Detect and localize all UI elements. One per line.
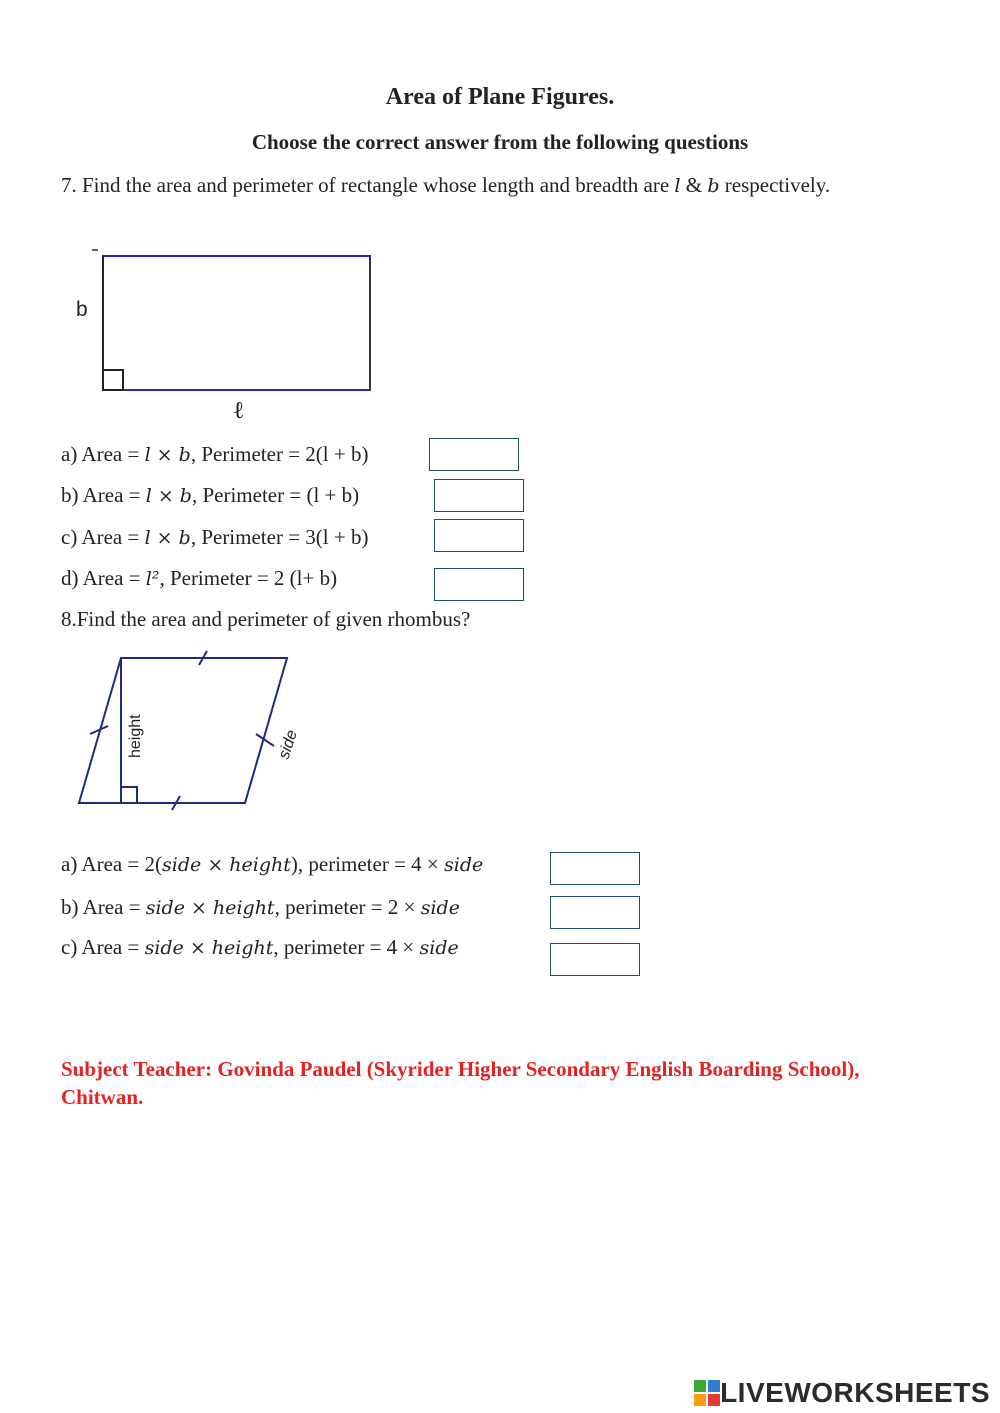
- option-perimeter: , Perimeter = 2(l + b): [190, 442, 369, 466]
- question-7-suffix: respectively.: [724, 173, 831, 197]
- option-perimeter: , Perimeter = 2 (l+ b): [159, 566, 338, 590]
- rhombus-shape: [79, 658, 287, 803]
- option-area: l × b: [144, 527, 191, 549]
- page-subtitle: Choose the correct answer from the following questions: [251, 130, 749, 154]
- option-side: side: [419, 937, 459, 959]
- right-angle-marker: [121, 787, 137, 803]
- q7-option-a: [61, 441, 368, 468]
- q7-option-c: [61, 524, 368, 551]
- option-area: l²: [145, 568, 160, 590]
- q7-answer-box-c[interactable]: [434, 519, 524, 552]
- question-7-text: 7. Find the area and perimeter of rectangle whose length and breadth are: [61, 173, 670, 197]
- q8-option-b: [61, 894, 460, 921]
- q7-answer-box-a[interactable]: [429, 438, 519, 471]
- option-perimeter: , Perimeter = (l + b): [191, 483, 360, 507]
- var-l: l: [674, 175, 681, 197]
- liveworksheets-logo[interactable]: [694, 1376, 990, 1410]
- option-area: side × height: [144, 937, 274, 959]
- rectangle-figure: [60, 240, 390, 430]
- option-perimeter: , perimeter = 2 ×: [274, 895, 416, 919]
- label-b: b: [76, 298, 88, 321]
- q8-option-a: [61, 851, 483, 878]
- option-side: side: [420, 897, 460, 919]
- q7-answer-box-b[interactable]: [434, 479, 524, 512]
- option-area: l × b: [144, 444, 191, 466]
- option-prefix: c) Area =: [61, 935, 140, 959]
- q8-answer-box-a[interactable]: [550, 852, 640, 885]
- label-height: height: [127, 714, 144, 758]
- liveworksheets-logo-text: LIVEWORKSHEETS: [720, 1377, 990, 1408]
- q7-option-d: [61, 565, 337, 592]
- option-side: side: [444, 854, 484, 876]
- page-title: Area of Plane Figures.: [385, 84, 615, 110]
- label-l: ℓ: [233, 396, 245, 424]
- subject-teacher-credit: Subject Teacher: Govinda Paudel (Skyrider Higher Secondary English Boarding School), Chitwan.: [61, 1057, 860, 1109]
- q8-answer-box-c[interactable]: [550, 943, 640, 976]
- rectangle-shape: [103, 256, 370, 390]
- option-prefix: b) Area =: [61, 895, 141, 919]
- label-side: side: [275, 728, 301, 762]
- option-perimeter: ), perimeter = 4 ×: [290, 852, 439, 876]
- option-prefix: c) Area =: [61, 525, 140, 549]
- option-perimeter: , Perimeter = 3(l + b): [190, 525, 369, 549]
- rhombus-figure: [70, 650, 310, 820]
- var-b: b: [707, 175, 720, 197]
- option-prefix: a) Area = 2(: [61, 852, 163, 876]
- q8-option-c: [61, 934, 459, 961]
- right-angle-marker: [103, 370, 123, 390]
- option-prefix: d) Area =: [61, 566, 141, 590]
- option-area: side × height: [145, 897, 275, 919]
- question-8: 8.Find the area and perimeter of given rhombus?: [61, 607, 471, 631]
- option-area: side × height: [162, 854, 291, 876]
- q7-answer-box-d[interactable]: [434, 568, 524, 601]
- q8-answer-box-b[interactable]: [550, 896, 640, 929]
- option-prefix: b) Area =: [61, 483, 141, 507]
- q7-option-b: [61, 482, 359, 509]
- option-prefix: a) Area =: [61, 442, 140, 466]
- question-7: [61, 172, 830, 199]
- liveworksheets-logo-icon: [694, 1380, 720, 1406]
- option-perimeter: , perimeter = 4 ×: [273, 935, 415, 959]
- ampersand: &: [685, 173, 703, 197]
- option-area: l × b: [145, 485, 192, 507]
